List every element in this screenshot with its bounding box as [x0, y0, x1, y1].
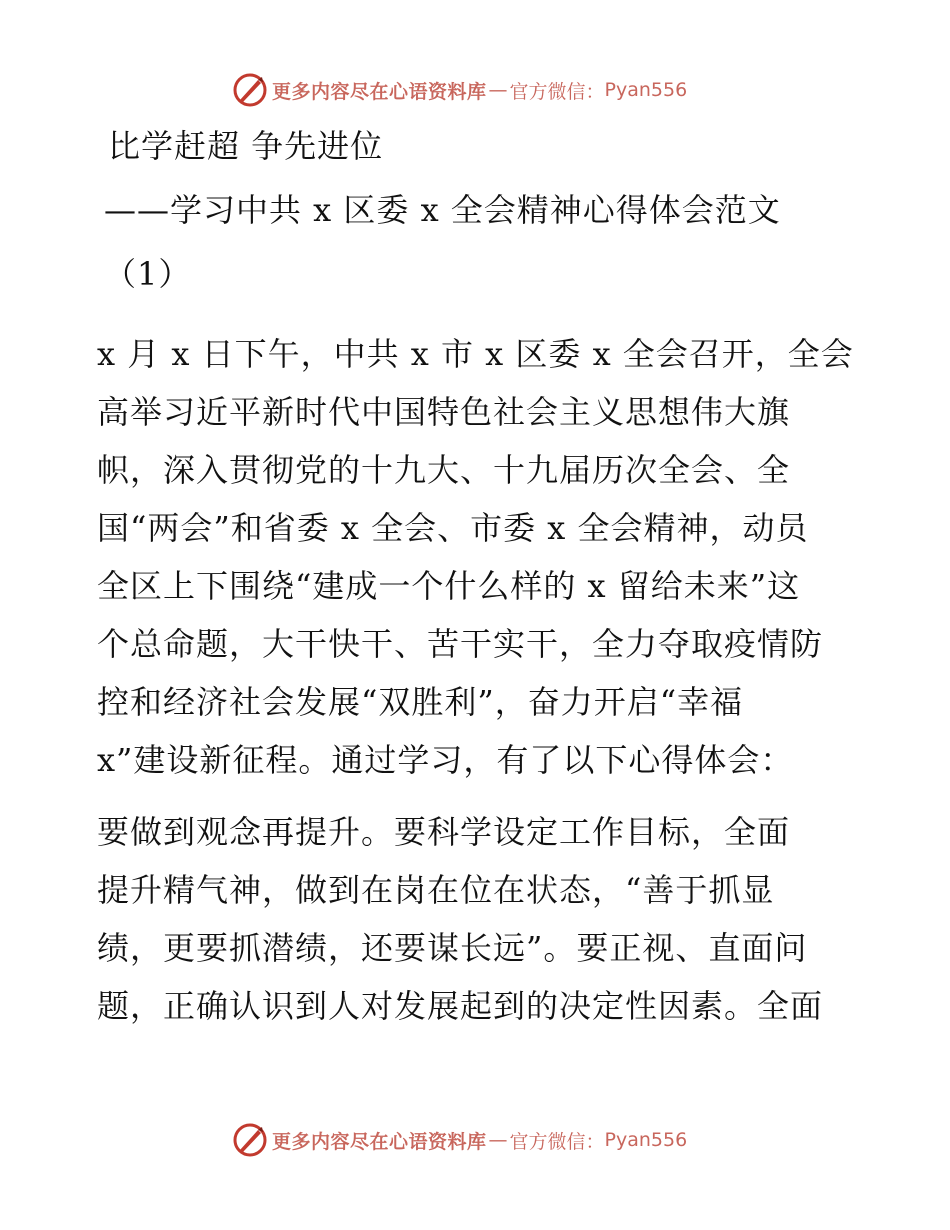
banner-wechat-id: Pyan556: [604, 79, 688, 101]
paragraph2-line: 要做到观念再提升。要科学设定工作目标，全面: [97, 813, 791, 851]
paragraph1-line: 帜，深入贯彻党的十九大、十九届历次全会、全: [97, 451, 791, 489]
header-banner: [232, 72, 687, 108]
quill-logo-icon: [232, 72, 268, 108]
banner-separator: —: [488, 79, 508, 101]
document-subtitle-continued: （1）: [104, 255, 192, 293]
paragraph1-line: 国“两会”和省委 x 全会、市委 x 全会精神，动员: [97, 509, 809, 547]
banner-brand-text: 更多内容尽在心语资料库: [272, 1130, 487, 1153]
paragraph1-line: 控和经济社会发展“双胜利”，奋力开启“幸福: [97, 683, 744, 721]
document-title: 比学赶超 争先进位: [108, 127, 384, 165]
document-subtitle: ——学习中共 x 区委 x 全会精神心得体会范文: [104, 191, 781, 229]
paragraph2-line: 提升精气神，做到在岗在位在状态，“善于抓显: [97, 871, 775, 909]
banner-separator: —: [488, 1129, 508, 1151]
quill-logo-icon: [232, 1122, 268, 1158]
paragraph1-line: 全区上下围绕“建成一个什么样的 x 留给未来”这: [97, 567, 801, 605]
paragraph2-line: 绩，更要抓潜绩，还要谋长远”。要正视、直面问: [97, 929, 808, 967]
paragraph1-line: x”建设新征程。通过学习，有了以下心得体会：: [97, 741, 794, 779]
paragraph1-line: 个总命题，大干快干、苦干实干，全力夺取疫情防: [97, 625, 824, 663]
banner-wechat-label: 官方微信：: [509, 1130, 605, 1153]
paragraph1-line: 高举习近平新时代中国特色社会主义思想伟大旗: [97, 393, 791, 431]
banner-wechat-label: 官方微信：: [509, 80, 605, 103]
paragraph1-line: x 月 x 日下午，中共 x 市 x 区委 x 全会召开，全会: [97, 335, 854, 373]
banner-wechat-id: Pyan556: [604, 1129, 688, 1151]
banner-brand-text: 更多内容尽在心语资料库: [272, 80, 487, 103]
paragraph2-line: 题，正确认识到人对发展起到的决定性因素。全面: [97, 987, 824, 1025]
footer-banner: [232, 1122, 687, 1158]
